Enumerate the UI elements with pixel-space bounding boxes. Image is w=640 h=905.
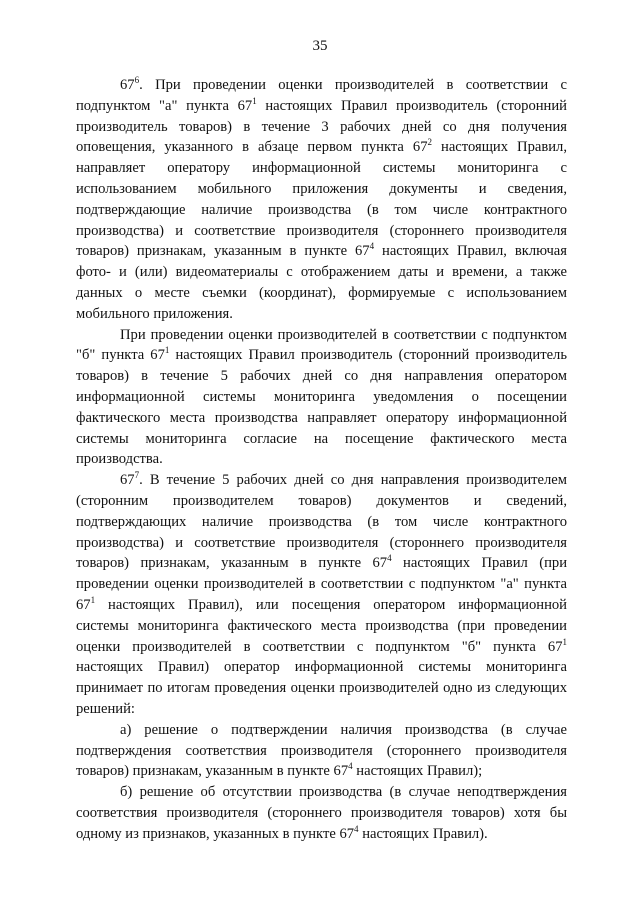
text-run: 67	[120, 77, 135, 93]
text-run: настоящих Правил).	[358, 825, 488, 842]
document-body	[76, 75, 567, 844]
superscript-index: 1	[252, 95, 257, 106]
superscript-index: 4	[387, 553, 392, 564]
text-run: . При проведении оценки производителей в соответствии с подпунктом "а" пункта 67	[76, 77, 567, 114]
text-run: а) решение о подтверждении наличия производства (в случае подтверждения соответствия производителя (стороннего производителя товаров) признакам, указанным в пункте 67	[76, 721, 567, 780]
superscript-index: 1	[562, 636, 567, 647]
paragraph-item-b	[76, 782, 567, 844]
text-run: б) решение об отсутствии производства (в случае неподтверждения соответствия производителя (стороннего производителя товаров) хотя бы одному из признаков, указанных в пункте 67	[76, 784, 567, 842]
text-run: настоящих Правил, включая фото- и (или) видеоматериалы с отображением даты и времени, а также данных о месте съемки (координат), формируемые с использованием мобильного приложения.	[76, 243, 567, 322]
superscript-index: 4	[348, 761, 353, 772]
superscript-index: 1	[164, 345, 170, 356]
superscript-index: 7	[134, 470, 140, 481]
text-run: настоящих Правил);	[352, 763, 483, 780]
page-number: 35	[312, 38, 328, 54]
paragraph-item-a	[76, 720, 567, 782]
text-run: 67	[120, 472, 135, 489]
text-run: настоящих Правил производитель (сторонний производитель товаров) в течение 5 рабочих дней со дня направления оператором информационной системы мониторинга уведомления о посещении фактического места производства направляет оператору информационной системы мониторинга согласие на посещение фактического места производства.	[76, 347, 567, 468]
text-run: . В течение 5 рабочих дней со дня направления производителем (сторонним производителем товаров) документов и сведений, подтверждающих наличие производства (в том числе контрактного производства) и соответствие производителя (стороннего производителя товаров) признакам, указанным в пункте 67	[76, 472, 567, 572]
superscript-index: 4	[354, 823, 359, 834]
paragraph-p676	[76, 75, 567, 325]
superscript-index: 2	[427, 137, 433, 148]
superscript-index: 4	[369, 241, 375, 252]
paragraph-p677	[76, 470, 567, 720]
superscript-index: 6	[134, 75, 140, 85]
superscript-index: 1	[90, 594, 96, 605]
text-run: настоящих Правил производитель (сторонний производитель товаров) в течение 3 рабочих дней со дня получения оповещения, указанного в абзаце первом пункта 67	[76, 97, 567, 156]
text-run: настоящих Правил (при проведении оценки производителей в соответствии с подпунктом "а" пункта 67	[76, 555, 567, 613]
text-run: настоящих Правил), или посещения оператором информационной системы мониторинга фактического места производства (при проведении оценки производителей в соответствии с подпунктом "б" пункта 67	[76, 596, 567, 655]
text-run: настоящих Правил, направляет оператору информационной системы мониторинга с использованием мобильного приложения документы и сведения, подтверждающие наличие производства (в том числе контрактного производства) и соответствие производителя (стороннего производителя товаров) признакам, указанным в пункте 67	[76, 139, 567, 260]
text-run: При проведении оценки производителей в соответствии с подпунктом "б" пункта 67	[76, 326, 567, 364]
text-run: настоящих Правил) оператор информационной системы мониторинга принимает по итогам проведения оценки производителей одно из следующих решений:	[76, 659, 567, 717]
paragraph-p676b	[76, 325, 567, 471]
